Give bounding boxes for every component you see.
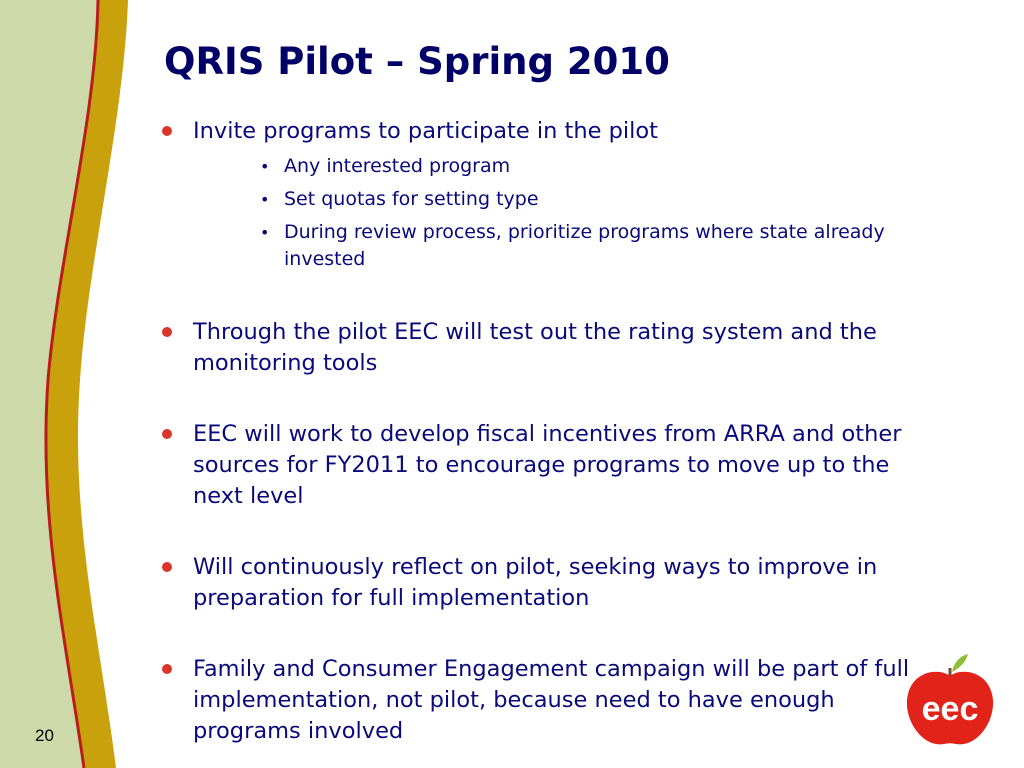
bullet-dot-icon (162, 562, 172, 572)
page-number: 20 (35, 726, 54, 745)
bullet-text: Through the pilot EEC will test out the rating system and the monitoring tools (193, 319, 877, 376)
bullet-text: Invite programs to participate in the pilot (193, 118, 658, 144)
bullet-text: Will continuously reflect on pilot, seeking ways to improve in preparation for full implementation (193, 554, 878, 611)
bullet-item (160, 419, 920, 512)
sub-bullet-dot-icon: • (260, 190, 270, 209)
slide-content (160, 116, 920, 747)
bullet-dot-icon (162, 327, 172, 337)
bullet-dot-icon (162, 429, 172, 439)
sub-bullet-dot-icon: • (260, 223, 270, 242)
bullet-dot-icon (162, 664, 172, 674)
slide-title: QRIS Pilot – Spring 2010 (164, 40, 670, 83)
sub-bullet-text: During review process, prioritize programs where state already invested (284, 221, 885, 270)
eec-logo (900, 652, 1000, 752)
bullet-text: Family and Consumer Engagement campaign will be part of full implementation, not pilot, because need to have enough programs involved (193, 656, 910, 744)
sub-bullet-text: Set quotas for setting type (284, 188, 539, 210)
sub-bullet-dot-icon: • (260, 157, 270, 176)
bullet-dot-icon (162, 126, 172, 136)
bullet-item (160, 116, 920, 273)
sub-bullet-item (193, 186, 920, 213)
logo-text: eec (921, 690, 979, 728)
bullet-item (160, 654, 920, 747)
sub-bullet-item (193, 219, 920, 273)
bullet-text: EEC will work to develop fiscal incentives from ARRA and other sources for FY2011 to encourage programs to move up to the next level (193, 421, 902, 509)
sub-bullet-text: Any interested program (284, 155, 511, 177)
sub-bullet-list (193, 153, 920, 273)
bullet-item (160, 317, 920, 379)
bullet-item (160, 552, 920, 614)
sub-bullet-item (193, 153, 920, 180)
